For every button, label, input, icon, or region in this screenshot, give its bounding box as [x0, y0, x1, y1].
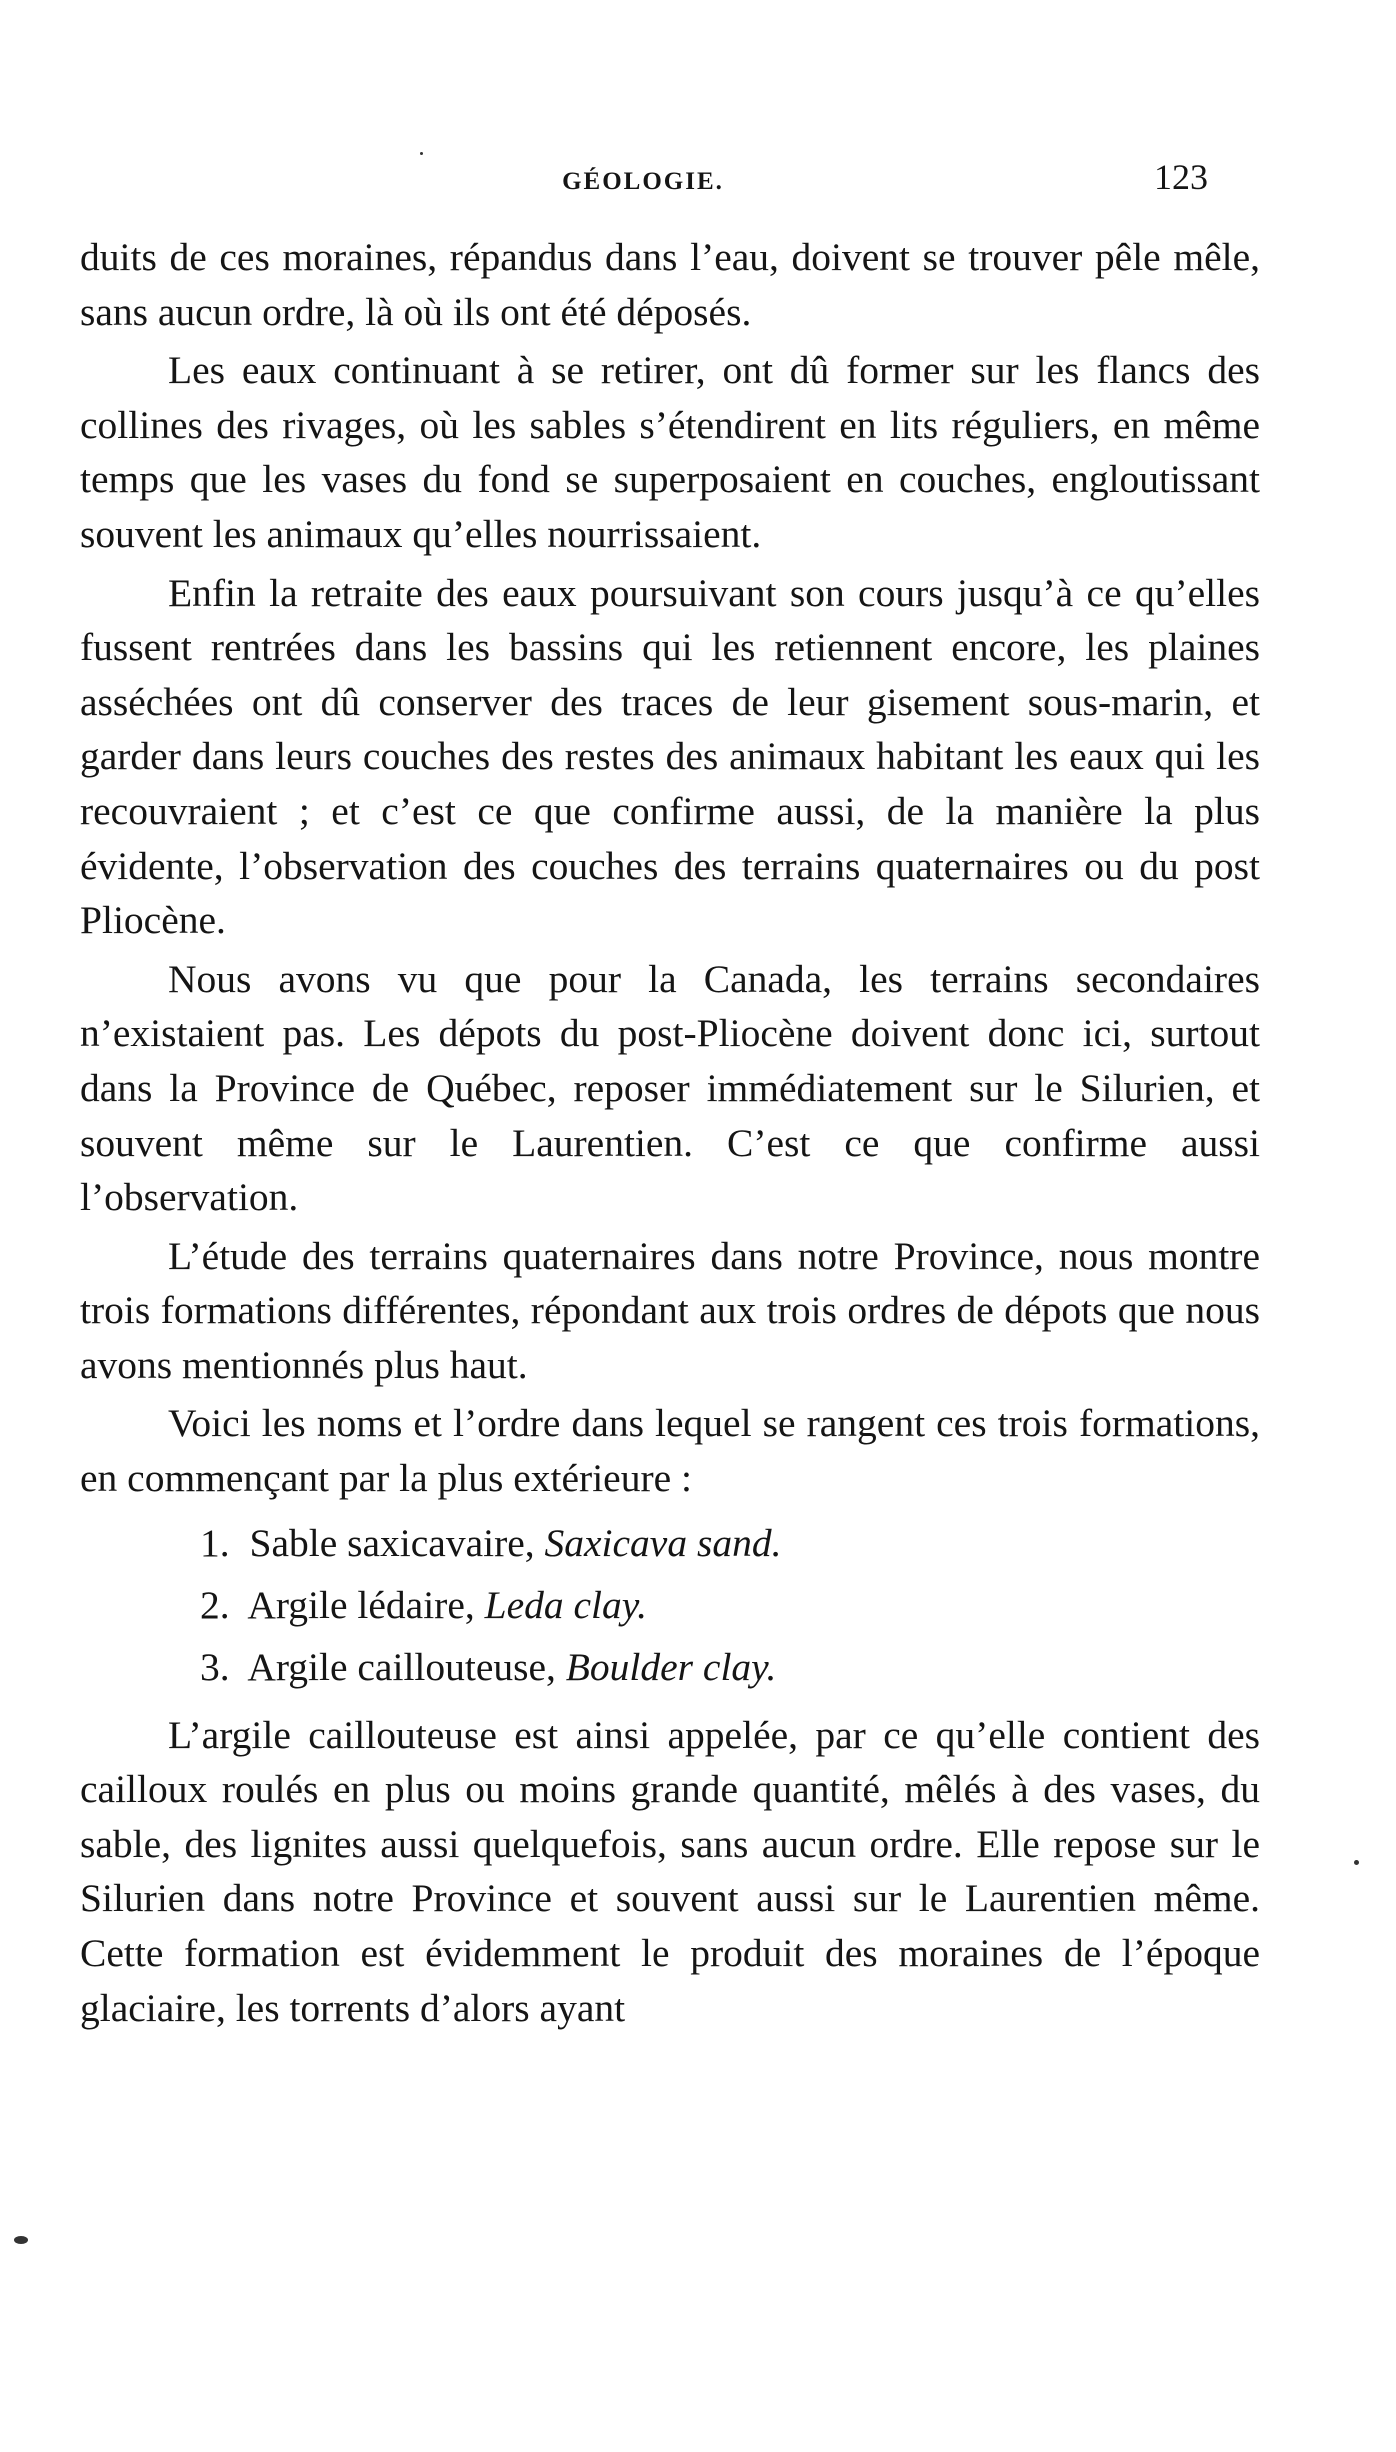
list-number: 1.: [200, 1520, 230, 1565]
paragraph: Les eaux continuant à se retirer, ont dû former sur les flancs des collines des rivages, où les sables s’étendirent en lits réguliers, en même temps que les vases du fond se superposaient en couches, engloutissant souvent les animaux qu’elles nourrissaient.: [80, 348, 1260, 556]
list-item: [80, 1636, 1260, 1698]
formation-name: Sable saxicavaire,: [249, 1520, 535, 1565]
paragraph: Nous avons vu que pour la Canada, les terrains secondaires n’existaient pas. Les dépots du post-Pliocène doivent donc ici, surtout dans la Province de Québec, reposer immédiatement sur le Silurien, et souvent même sur le Laurentien. C’est ce que confirme aussi l’observation.: [80, 956, 1260, 1220]
formation-list: [80, 1512, 1260, 1698]
scan-speck: [420, 152, 423, 155]
running-title: GÉOLOGIE.: [562, 168, 724, 195]
page-number: 123: [1154, 157, 1208, 197]
formation-latin-name: Boulder clay.: [565, 1644, 777, 1689]
formation-name: Argile lédaire,: [247, 1582, 475, 1627]
paragraph: duits de ces moraines, répandus dans l’eau, doivent se trouver pêle mêle, sans aucun ordre, là où ils ont été déposés.: [80, 235, 1260, 334]
scan-speck: [1354, 1860, 1359, 1865]
paragraph: L’étude des terrains quaternaires dans notre Province, nous montre trois formations différentes, répondant aux trois ordres de dépots que nous avons mentionnés plus haut.: [80, 1233, 1260, 1387]
list-number: 2.: [200, 1582, 230, 1627]
formation-latin-name: Saxicava sand.: [544, 1520, 782, 1565]
formation-latin-name: Leda clay.: [484, 1582, 647, 1627]
paragraph: Voici les noms et l’ordre dans lequel se rangent ces trois formations, en commençant par la plus extérieure :: [80, 1401, 1260, 1501]
page-header: [78, 150, 1208, 210]
list-item: [80, 1574, 1260, 1636]
body-text: [80, 230, 1260, 2039]
list-item: [80, 1512, 1260, 1574]
formation-name: Argile caillouteuse,: [247, 1644, 556, 1689]
scan-speck: [14, 2236, 28, 2244]
closing-paragraph: L’argile caillouteuse est ainsi appelée, par ce qu’elle contient des cailloux roulés en plus ou moins grande quantité, mêlés à des vases, du sable, des lignites aussi quelquefois, sans aucun ordre. Elle repose sur le Silurien dans notre Province et souvent aussi sur le Laurentien même. Cette formation est évidemment le produit des moraines de l’époque glaciaire, les torrents d’alors ayant: [80, 1712, 1260, 2030]
paragraph: Enfin la retraite des eaux poursuivant son cours jusqu’à ce qu’elles fussent rentrées dans les bassins qui les retiennent encore, les plaines asséchées ont dû conserver des traces de leur gisement sous-marin, et garder dans leurs couches des restes des animaux habitant les eaux qui les recouvraient ; et c’est ce que confirme aussi, de la manière la plus évidente, l’observation des couches des terrains quaternaires ou du post Pliocène.: [80, 570, 1260, 943]
list-number: 3.: [200, 1644, 230, 1689]
